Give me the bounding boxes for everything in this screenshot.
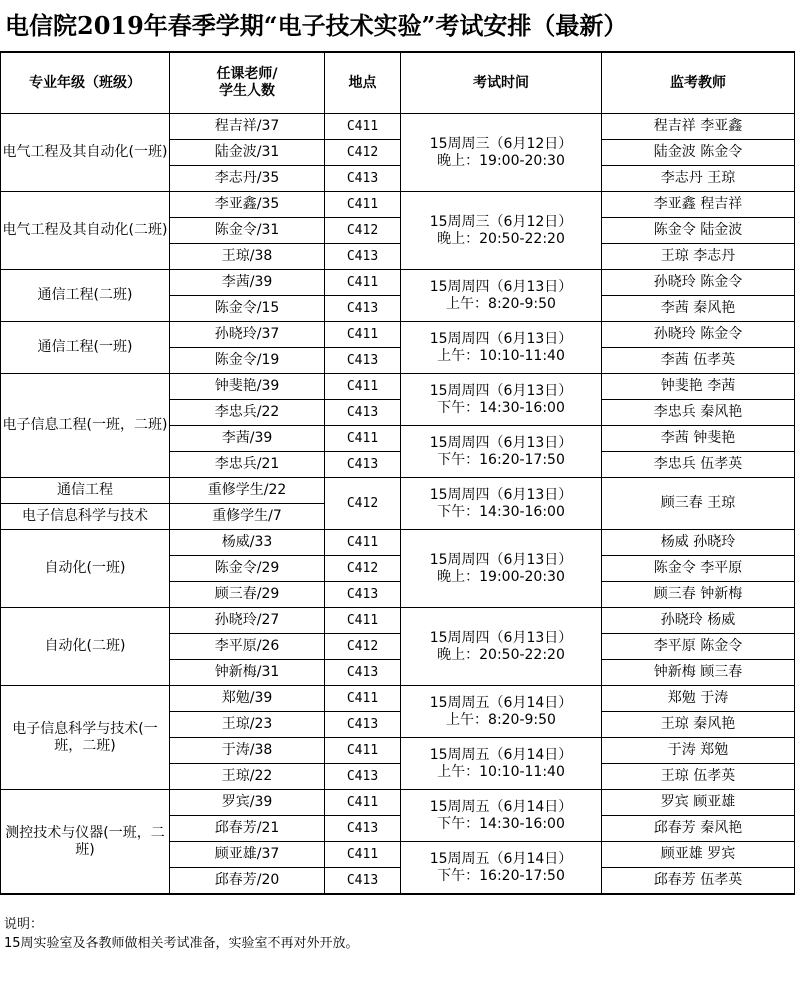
location-cell: C411 [325,270,401,296]
teacher-cell: 钟斐艳/39 [170,374,325,400]
location-cell: C413 [325,452,401,478]
time-cell [401,270,602,322]
proctors-cell: 李茜 钟斐艳 [602,426,795,452]
time-cell-line1: 15周周四（6月13日） [429,434,573,451]
major-cell: 通信工程(二班) [1,270,170,322]
location-cell: C412 [325,634,401,660]
teacher-cell: 李茜/39 [170,270,325,296]
teacher-cell: 重修学生/7 [170,504,325,530]
teacher-cell: 郑勉/39 [170,686,325,712]
teacher-cell: 顾亚雄/37 [170,842,325,868]
proctors-cell: 于涛 郑勉 [602,738,795,764]
proctors-cell: 孙晓玲 陈金令 [602,270,795,296]
teacher-cell: 陆金波/31 [170,140,325,166]
proctors-cell: 杨威 孙晓玲 [602,530,795,556]
location-cell: C411 [325,686,401,712]
location-cell: C412 [325,218,401,244]
notes-label: 说明： [4,917,44,932]
table-row [1,530,795,556]
teacher-cell: 陈金令/29 [170,556,325,582]
time-cell-line2: 晚上：19:00-20:30 [437,568,565,585]
proctors-cell: 王琼 秦风艳 [602,712,795,738]
proctors-cell: 陆金波 陈金令 [602,140,795,166]
proctors-cell: 顾三春 钟新梅 [602,582,795,608]
table-row [1,374,795,400]
table-header-row [1,53,795,114]
header-major: 专业年级（班级） [1,53,170,114]
proctors-cell: 钟新梅 顾三春 [602,660,795,686]
location-cell: C413 [325,296,401,322]
major-cell: 自动化(一班) [1,530,170,608]
location-cell: C413 [325,348,401,374]
teacher-cell: 王琼/22 [170,764,325,790]
time-cell-line1: 15周周五（6月14日） [429,694,573,711]
time-cell-line1: 15周周五（6月14日） [429,746,573,763]
time-cell-line1: 15周周五（6月14日） [429,798,573,815]
time-cell-line1: 15周周四（6月13日） [429,629,573,646]
table-row [1,192,795,218]
major-cell: 测控技术与仪器(一班，二班) [1,790,170,894]
notes-text: 15周实验室及各教师做相关考试准备，实验室不再对外开放。 [4,936,359,951]
table-row [1,270,795,296]
time-cell-line2: 上午：10:10-11:40 [437,347,565,364]
location-cell: C411 [325,790,401,816]
time-cell [401,478,602,530]
teacher-cell: 孙晓玲/37 [170,322,325,348]
proctors-cell: 陈金令 李平原 [602,556,795,582]
time-cell [401,686,602,738]
header-time: 考试时间 [401,53,602,114]
location-cell: C411 [325,114,401,140]
table-row [1,114,795,140]
header-location: 地点 [325,53,401,114]
major-cell: 自动化(二班) [1,608,170,686]
location-cell: C411 [325,530,401,556]
time-cell-line2: 下午：14:30-16:00 [437,399,565,416]
time-cell [401,608,602,686]
header-teacher-line1: 任课老师/ [216,66,278,82]
teacher-cell: 顾三春/29 [170,582,325,608]
time-cell-line2: 上午：10:10-11:40 [437,763,565,780]
location-cell: C411 [325,842,401,868]
table-row [1,686,795,712]
teacher-cell: 邱春芳/21 [170,816,325,842]
teacher-cell: 罗宾/39 [170,790,325,816]
proctors-cell: 李茜 伍孝英 [602,348,795,374]
proctors-cell: 李亚鑫 程吉祥 [602,192,795,218]
location-cell: C413 [325,816,401,842]
teacher-cell: 钟新梅/31 [170,660,325,686]
time-cell-line2: 晚上：20:50-22:20 [437,646,565,663]
time-cell-line1: 15周周三（6月12日） [429,213,573,230]
time-cell-line1: 15周周四（6月13日） [429,486,573,503]
table-row [1,478,795,504]
time-cell [401,322,602,374]
time-cell [401,530,602,608]
proctors-cell: 顾亚雄 罗宾 [602,842,795,868]
time-cell-line1: 15周周四（6月13日） [429,330,573,347]
proctors-cell: 李志丹 王琼 [602,166,795,192]
location-cell: C412 [325,140,401,166]
location-cell: C411 [325,426,401,452]
location-cell: C413 [325,244,401,270]
time-cell-line1: 15周周四（6月13日） [429,278,573,295]
time-cell [401,790,602,842]
teacher-cell: 陈金令/15 [170,296,325,322]
proctors-cell: 王琼 伍孝英 [602,764,795,790]
page-title: 电信院2019年春季学期“电子技术实验”考试安排（最新） [0,0,795,52]
major-cell: 电子信息科学与技术 [1,504,170,530]
time-cell [401,842,602,894]
major-cell: 电气工程及其自动化(一班) [1,114,170,192]
location-cell: C413 [325,400,401,426]
header-proctors: 监考教师 [602,53,795,114]
location-cell: C411 [325,374,401,400]
table-row [1,790,795,816]
teacher-cell: 王琼/23 [170,712,325,738]
notes-section [0,894,795,983]
header-teacher [170,53,325,114]
teacher-cell: 王琼/38 [170,244,325,270]
location-cell: C411 [325,192,401,218]
proctors-cell: 陈金令 陆金波 [602,218,795,244]
location-cell: C413 [325,764,401,790]
teacher-cell: 程吉祥/37 [170,114,325,140]
proctors-cell: 邱春芳 秦风艳 [602,816,795,842]
location-cell: C412 [325,478,401,530]
location-cell: C413 [325,712,401,738]
proctors-cell: 王琼 李志丹 [602,244,795,270]
proctors-cell: 程吉祥 李亚鑫 [602,114,795,140]
teacher-cell: 陈金令/31 [170,218,325,244]
teacher-cell: 于涛/38 [170,738,325,764]
teacher-cell: 李忠兵/21 [170,452,325,478]
time-cell [401,192,602,270]
major-cell: 通信工程(一班) [1,322,170,374]
time-cell-line2: 上午：8:20-9:50 [446,295,556,312]
location-cell: C413 [325,166,401,192]
header-teacher-line2: 学生人数 [219,83,275,99]
teacher-cell: 李茜/39 [170,426,325,452]
table-row [1,322,795,348]
location-cell: C413 [325,660,401,686]
location-cell: C411 [325,738,401,764]
proctors-cell: 李忠兵 秦风艳 [602,400,795,426]
teacher-cell: 李志丹/35 [170,166,325,192]
proctors-cell: 李忠兵 伍孝英 [602,452,795,478]
proctors-cell: 邱春芳 伍孝英 [602,868,795,894]
proctors-cell: 孙晓玲 陈金令 [602,322,795,348]
teacher-cell: 重修学生/22 [170,478,325,504]
location-cell: C412 [325,556,401,582]
major-cell: 电气工程及其自动化(二班) [1,192,170,270]
teacher-cell: 邱春芳/20 [170,868,325,894]
proctors-cell: 李平原 陈金令 [602,634,795,660]
time-cell-line1: 15周周四（6月13日） [429,551,573,568]
teacher-cell: 李忠兵/22 [170,400,325,426]
teacher-cell: 李平原/26 [170,634,325,660]
exam-schedule-table [0,52,795,894]
major-cell: 通信工程 [1,478,170,504]
proctors-cell: 郑勉 于涛 [602,686,795,712]
time-cell-line2: 下午：14:30-16:00 [437,815,565,832]
time-cell-line1: 15周周三（6月12日） [429,135,573,152]
time-cell-line2: 下午：16:20-17:50 [437,451,565,468]
proctors-cell: 孙晓玲 杨威 [602,608,795,634]
location-cell: C411 [325,608,401,634]
time-cell [401,738,602,790]
time-cell [401,374,602,426]
proctors-cell: 钟斐艳 李茜 [602,374,795,400]
time-cell [401,426,602,478]
time-cell [401,114,602,192]
proctors-cell: 李茜 秦风艳 [602,296,795,322]
major-cell: 电子信息科学与技术(一班，二班) [1,686,170,790]
time-cell-line2: 上午：8:20-9:50 [446,711,556,728]
time-cell-line2: 下午：16:20-17:50 [437,867,565,884]
teacher-cell: 杨威/33 [170,530,325,556]
time-cell-line1: 15周周五（6月14日） [429,850,573,867]
time-cell-line2: 晚上：19:00-20:30 [437,152,565,169]
proctors-cell: 罗宾 顾亚雄 [602,790,795,816]
teacher-cell: 李亚鑫/35 [170,192,325,218]
time-cell-line2: 晚上：20:50-22:20 [437,230,565,247]
teacher-cell: 孙晓玲/27 [170,608,325,634]
location-cell: C411 [325,322,401,348]
time-cell-line2: 下午：14:30-16:00 [437,503,565,520]
table-row [1,608,795,634]
location-cell: C413 [325,582,401,608]
location-cell: C413 [325,868,401,894]
major-cell: 电子信息工程(一班，二班) [1,374,170,478]
teacher-cell: 陈金令/19 [170,348,325,374]
time-cell-line1: 15周周四（6月13日） [429,382,573,399]
proctors-cell: 顾三春 王琼 [602,478,795,530]
